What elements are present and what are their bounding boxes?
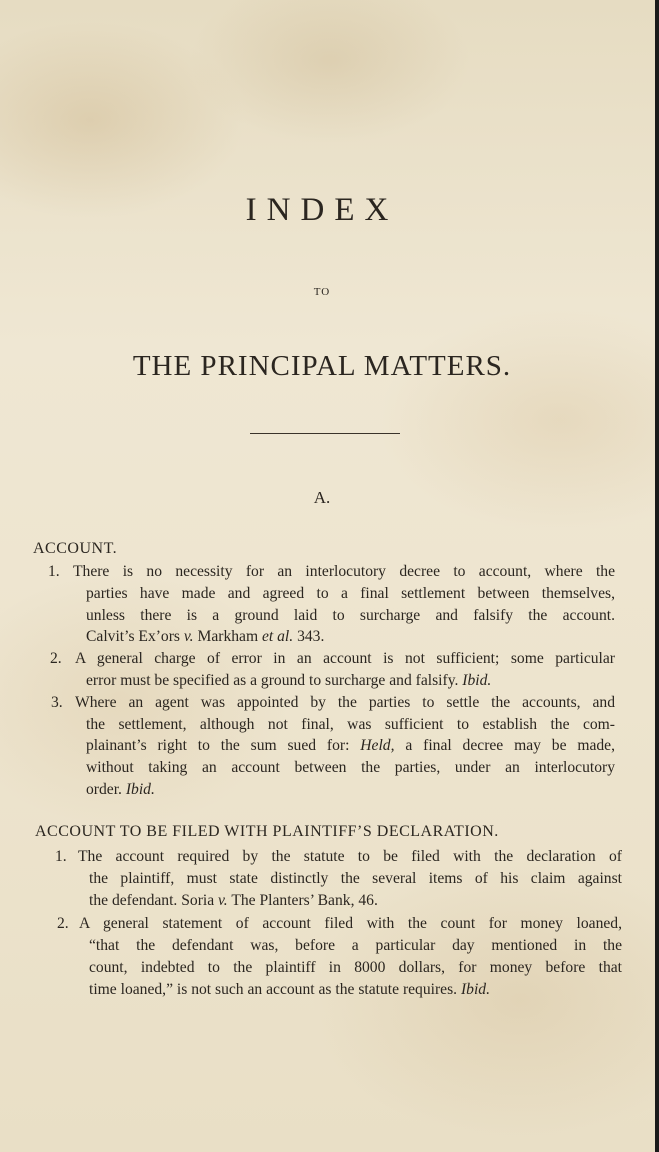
entry-line: the settlement, although not final, was sufficient to establish the com-	[86, 715, 615, 733]
section-heading: ACCOUNT TO BE FILED WITH PLAINTIFF’S DECLARATION.	[35, 823, 499, 840]
index-entry	[0, 561, 659, 648]
entry-line: order. Ibid.	[86, 780, 155, 798]
section-letter: A.	[313, 488, 331, 507]
entry-line: Where an agent was appointed by the parties to settle the accounts, and	[75, 693, 615, 711]
entry-line: error must be specified as a ground to surcharge and falsify. Ibid.	[86, 671, 492, 689]
title-divider	[250, 433, 400, 434]
main-title: THE PRINCIPAL MATTERS.	[132, 350, 512, 382]
index-entry	[0, 913, 659, 1000]
entry-number: 2.	[50, 650, 62, 668]
index-section-account	[0, 539, 659, 801]
title-connector: TO	[313, 286, 331, 298]
entry-line: A general statement of account filed with the count for money loaned,	[79, 915, 622, 933]
entry-line: count, indebted to the plaintiff in 8000 dollars, for money before that	[89, 958, 622, 976]
entry-line: the plaintiff, must state distinctly the several items of his claim against	[89, 869, 622, 887]
entry-line: unless there is a ground laid to surcharge and falsify the account.	[86, 606, 615, 624]
entry-number: 1.	[48, 563, 60, 580]
index-section-account-declaration	[0, 822, 659, 1001]
entry-line: plainant’s right to the sum sued for: Held, a final decree may be made,	[86, 737, 616, 755]
entry-line: The account required by the statute to be filed with the declaration of	[78, 848, 622, 865]
section-heading: ACCOUNT.	[33, 540, 118, 557]
entry-number: 1.	[55, 848, 67, 865]
index-entry	[0, 846, 659, 911]
entry-line: There is no necessity for an interlocutory decree to account, where the	[73, 563, 615, 580]
entry-number: 2.	[57, 915, 69, 933]
entry-line: the defendant. Soria v. The Planters’ Bank, 46.	[89, 891, 378, 909]
entry-line: parties have made and agreed to a final settlement between themselves,	[86, 584, 615, 602]
entry-number: 3.	[51, 693, 63, 711]
entry-line: time loaned,” is not such an account as the statute requires. Ibid.	[89, 980, 490, 998]
entry-line: “that the defendant was, before a particular day mentioned in the	[89, 937, 622, 955]
index-entry	[0, 648, 659, 692]
index-title: INDEX	[245, 192, 399, 228]
entry-line: Calvit’s Ex’ors v. Markham et al. 343.	[86, 628, 325, 646]
entry-line: without taking an account between the parties, under an interlocutory	[86, 759, 615, 777]
entry-line: A general charge of error in an account is not sufficient; some particular	[75, 650, 615, 668]
index-entry	[0, 692, 659, 801]
scan-edge	[655, 0, 659, 1152]
